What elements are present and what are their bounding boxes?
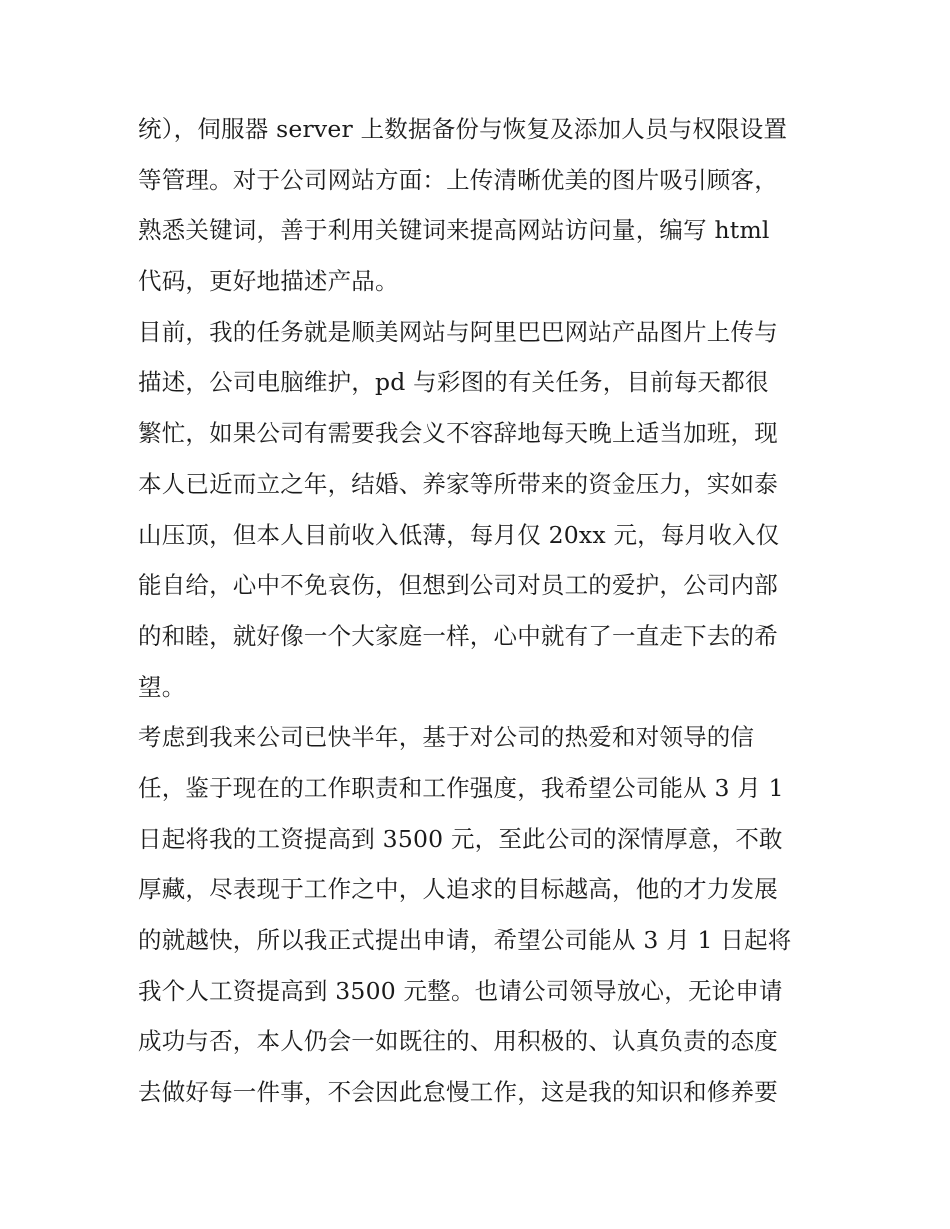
text-line: 繁忙，如果公司有需要我会义不容辞地每天晚上适当加班，现: [138, 419, 778, 448]
text-line: 厚藏，尽表现于工作之中，人追求的目标越高，他的才力发展: [138, 875, 778, 904]
text-line: 望。: [138, 672, 186, 701]
text-line: 山压顶，但本人目前收入低薄，每月仅 20xx 元，每月收入仅: [138, 520, 780, 549]
text-line: 目前，我的任务就是顺美网站与阿里巴巴网站产品图片上传与: [138, 317, 778, 346]
text-line: 等管理。对于公司网站方面：上传清晰优美的图片吸引顾客，: [138, 165, 778, 194]
text-line: 本人已近而立之年，结婚、养家等所带来的资金压力，实如泰: [138, 469, 778, 498]
text-line: 的和睦，就好像一个大家庭一样，心中就有了一直走下去的希: [138, 621, 778, 650]
text-line: 代码，更好地描述产品。: [138, 267, 399, 296]
text-line: 成功与否，本人仍会一如既往的、用积极的、认真负责的态度: [138, 1027, 778, 1056]
text-line: 的就越快，所以我正式提出申请，希望公司能从 3 月 1 日起将: [138, 926, 792, 954]
text-line: 熟悉关键词，善于利用关键词来提高网站访问量，编写 html: [138, 216, 770, 245]
text-line: 能自给，心中不免哀伤，但想到公司对员工的爱护，公司内部: [138, 571, 778, 600]
text-line: 统），伺服器 server 上数据备份与恢复及添加人员与权限设置: [138, 115, 788, 143]
text-line: 日起将我的工资提高到 3500 元，至此公司的深情厚意，不敢: [138, 824, 783, 853]
text-line: 考虑到我来公司已快半年，基于对公司的热爱和对领导的信: [138, 723, 755, 752]
text-line: 描述，公司电脑维护，pd 与彩图的有关任务，目前每天都很: [138, 368, 769, 397]
text-line: 任，鉴于现在的工作职责和工作强度，我希望公司能从 3 月 1: [138, 773, 784, 802]
document-body: [138, 104, 828, 1118]
text-line: 去做好每一件事，不会因此怠慢工作，这是我的知识和修养要: [138, 1078, 778, 1107]
text-line: 我个人工资提高到 3500 元整。也请公司领导放心，无论申请: [138, 976, 783, 1005]
